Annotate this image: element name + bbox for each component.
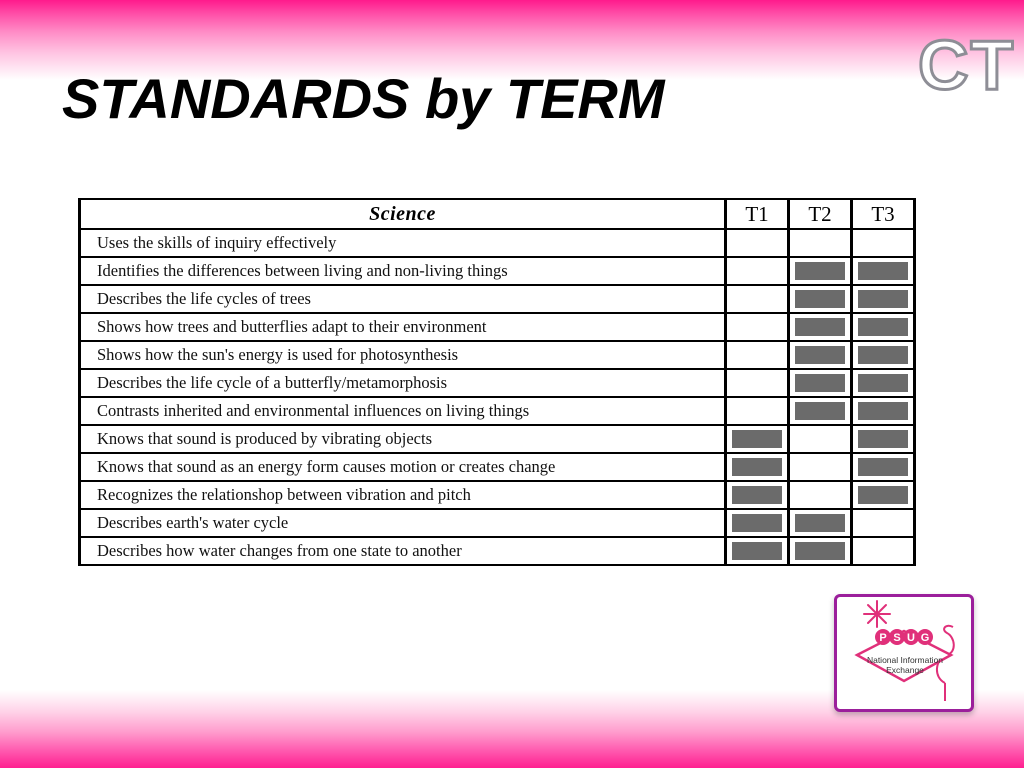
term-cell-t3 <box>852 229 915 257</box>
subject-header: Science <box>80 199 726 229</box>
shaded-term-marker <box>795 402 845 420</box>
shaded-term-marker <box>795 318 845 336</box>
shaded-term-marker <box>795 514 845 532</box>
term-cell-t3 <box>852 425 915 453</box>
shaded-term-marker <box>795 542 845 560</box>
standard-label: Identifies the differences between living and non-living things <box>80 257 726 285</box>
table-body <box>80 229 915 565</box>
term-cell-t1 <box>726 285 789 313</box>
ct-logo: CT <box>918 26 1016 104</box>
term-cell-t1 <box>726 481 789 509</box>
shaded-term-marker <box>858 290 908 308</box>
term-cell-t2 <box>789 229 852 257</box>
table-row <box>80 481 915 509</box>
shaded-term-marker <box>858 402 908 420</box>
psug-caption <box>847 655 963 675</box>
term-cell-t2 <box>789 509 852 537</box>
shaded-term-marker <box>795 290 845 308</box>
table-row <box>80 425 915 453</box>
table-row <box>80 509 915 537</box>
term-cell-t3 <box>852 509 915 537</box>
standard-label: Shows how trees and butterflies adapt to their environment <box>80 313 726 341</box>
table-row <box>80 341 915 369</box>
psug-badge-graphic <box>837 597 971 709</box>
psug-letter: U <box>907 632 915 644</box>
term-cell-t2 <box>789 425 852 453</box>
term-cell-t2 <box>789 285 852 313</box>
sparkle-icon <box>864 601 890 627</box>
shaded-term-marker <box>795 262 845 280</box>
term-cell-t3 <box>852 257 915 285</box>
table-row <box>80 453 915 481</box>
term-cell-t2 <box>789 397 852 425</box>
term-cell-t2 <box>789 537 852 565</box>
standard-label: Uses the skills of inquiry effectively <box>80 229 726 257</box>
psug-letter: P <box>879 632 887 644</box>
standard-label: Describes how water changes from one state to another <box>80 537 726 565</box>
standard-label: Recognizes the relationshop between vibration and pitch <box>80 481 726 509</box>
term-cell-t3 <box>852 313 915 341</box>
term-cell-t1 <box>726 369 789 397</box>
term-cell-t1 <box>726 453 789 481</box>
term-cell-t3 <box>852 397 915 425</box>
standard-label: Contrasts inherited and environmental influences on living things <box>80 397 726 425</box>
table-header-row <box>80 199 915 229</box>
psug-letter: G <box>920 632 930 644</box>
table-row <box>80 537 915 565</box>
shaded-term-marker <box>858 374 908 392</box>
shaded-term-marker <box>795 346 845 364</box>
shaded-term-marker <box>732 542 782 560</box>
table-row <box>80 397 915 425</box>
psug-letter: S <box>893 632 901 644</box>
table-row <box>80 369 915 397</box>
term-header-t2: T2 <box>789 199 852 229</box>
term-cell-t2 <box>789 453 852 481</box>
shaded-term-marker <box>858 486 908 504</box>
table-row <box>80 257 915 285</box>
term-cell-t3 <box>852 537 915 565</box>
term-cell-t2 <box>789 257 852 285</box>
shaded-term-marker <box>858 430 908 448</box>
psug-caption-line1: National Information <box>866 655 944 665</box>
term-cell-t3 <box>852 285 915 313</box>
table-row <box>80 313 915 341</box>
term-cell-t1 <box>726 537 789 565</box>
term-header-t1: T1 <box>726 199 789 229</box>
term-header-t3: T3 <box>852 199 915 229</box>
term-cell-t1 <box>726 257 789 285</box>
term-cell-t2 <box>789 341 852 369</box>
term-cell-t1 <box>726 313 789 341</box>
term-cell-t1 <box>726 229 789 257</box>
term-cell-t3 <box>852 453 915 481</box>
shaded-term-marker <box>732 430 782 448</box>
standard-label: Describes earth's water cycle <box>80 509 726 537</box>
term-cell-t1 <box>726 509 789 537</box>
table-row <box>80 229 915 257</box>
term-cell-t3 <box>852 369 915 397</box>
table-row <box>80 285 915 313</box>
standard-label: Knows that sound as an energy form causes motion or creates change <box>80 453 726 481</box>
shaded-term-marker <box>858 458 908 476</box>
shaded-term-marker <box>795 374 845 392</box>
shaded-term-marker <box>858 262 908 280</box>
shaded-term-marker <box>858 318 908 336</box>
psug-caption-line2: Exchange <box>886 665 924 675</box>
shaded-term-marker <box>732 458 782 476</box>
standard-label: Describes the life cycles of trees <box>80 285 726 313</box>
term-cell-t1 <box>726 397 789 425</box>
term-cell-t3 <box>852 481 915 509</box>
term-cell-t2 <box>789 313 852 341</box>
shaded-term-marker <box>732 486 782 504</box>
shaded-term-marker <box>858 346 908 364</box>
standard-label: Knows that sound is produced by vibrating objects <box>80 425 726 453</box>
standard-label: Describes the life cycle of a butterfly/metamorphosis <box>80 369 726 397</box>
slide-title: STANDARDS by TERM <box>62 67 665 130</box>
term-cell-t2 <box>789 481 852 509</box>
term-cell-t3 <box>852 341 915 369</box>
standard-label: Shows how the sun's energy is used for photosynthesis <box>80 341 726 369</box>
psug-badge <box>834 594 974 712</box>
term-cell-t1 <box>726 341 789 369</box>
term-cell-t2 <box>789 369 852 397</box>
shaded-term-marker <box>732 514 782 532</box>
standards-table <box>78 198 916 566</box>
term-cell-t1 <box>726 425 789 453</box>
